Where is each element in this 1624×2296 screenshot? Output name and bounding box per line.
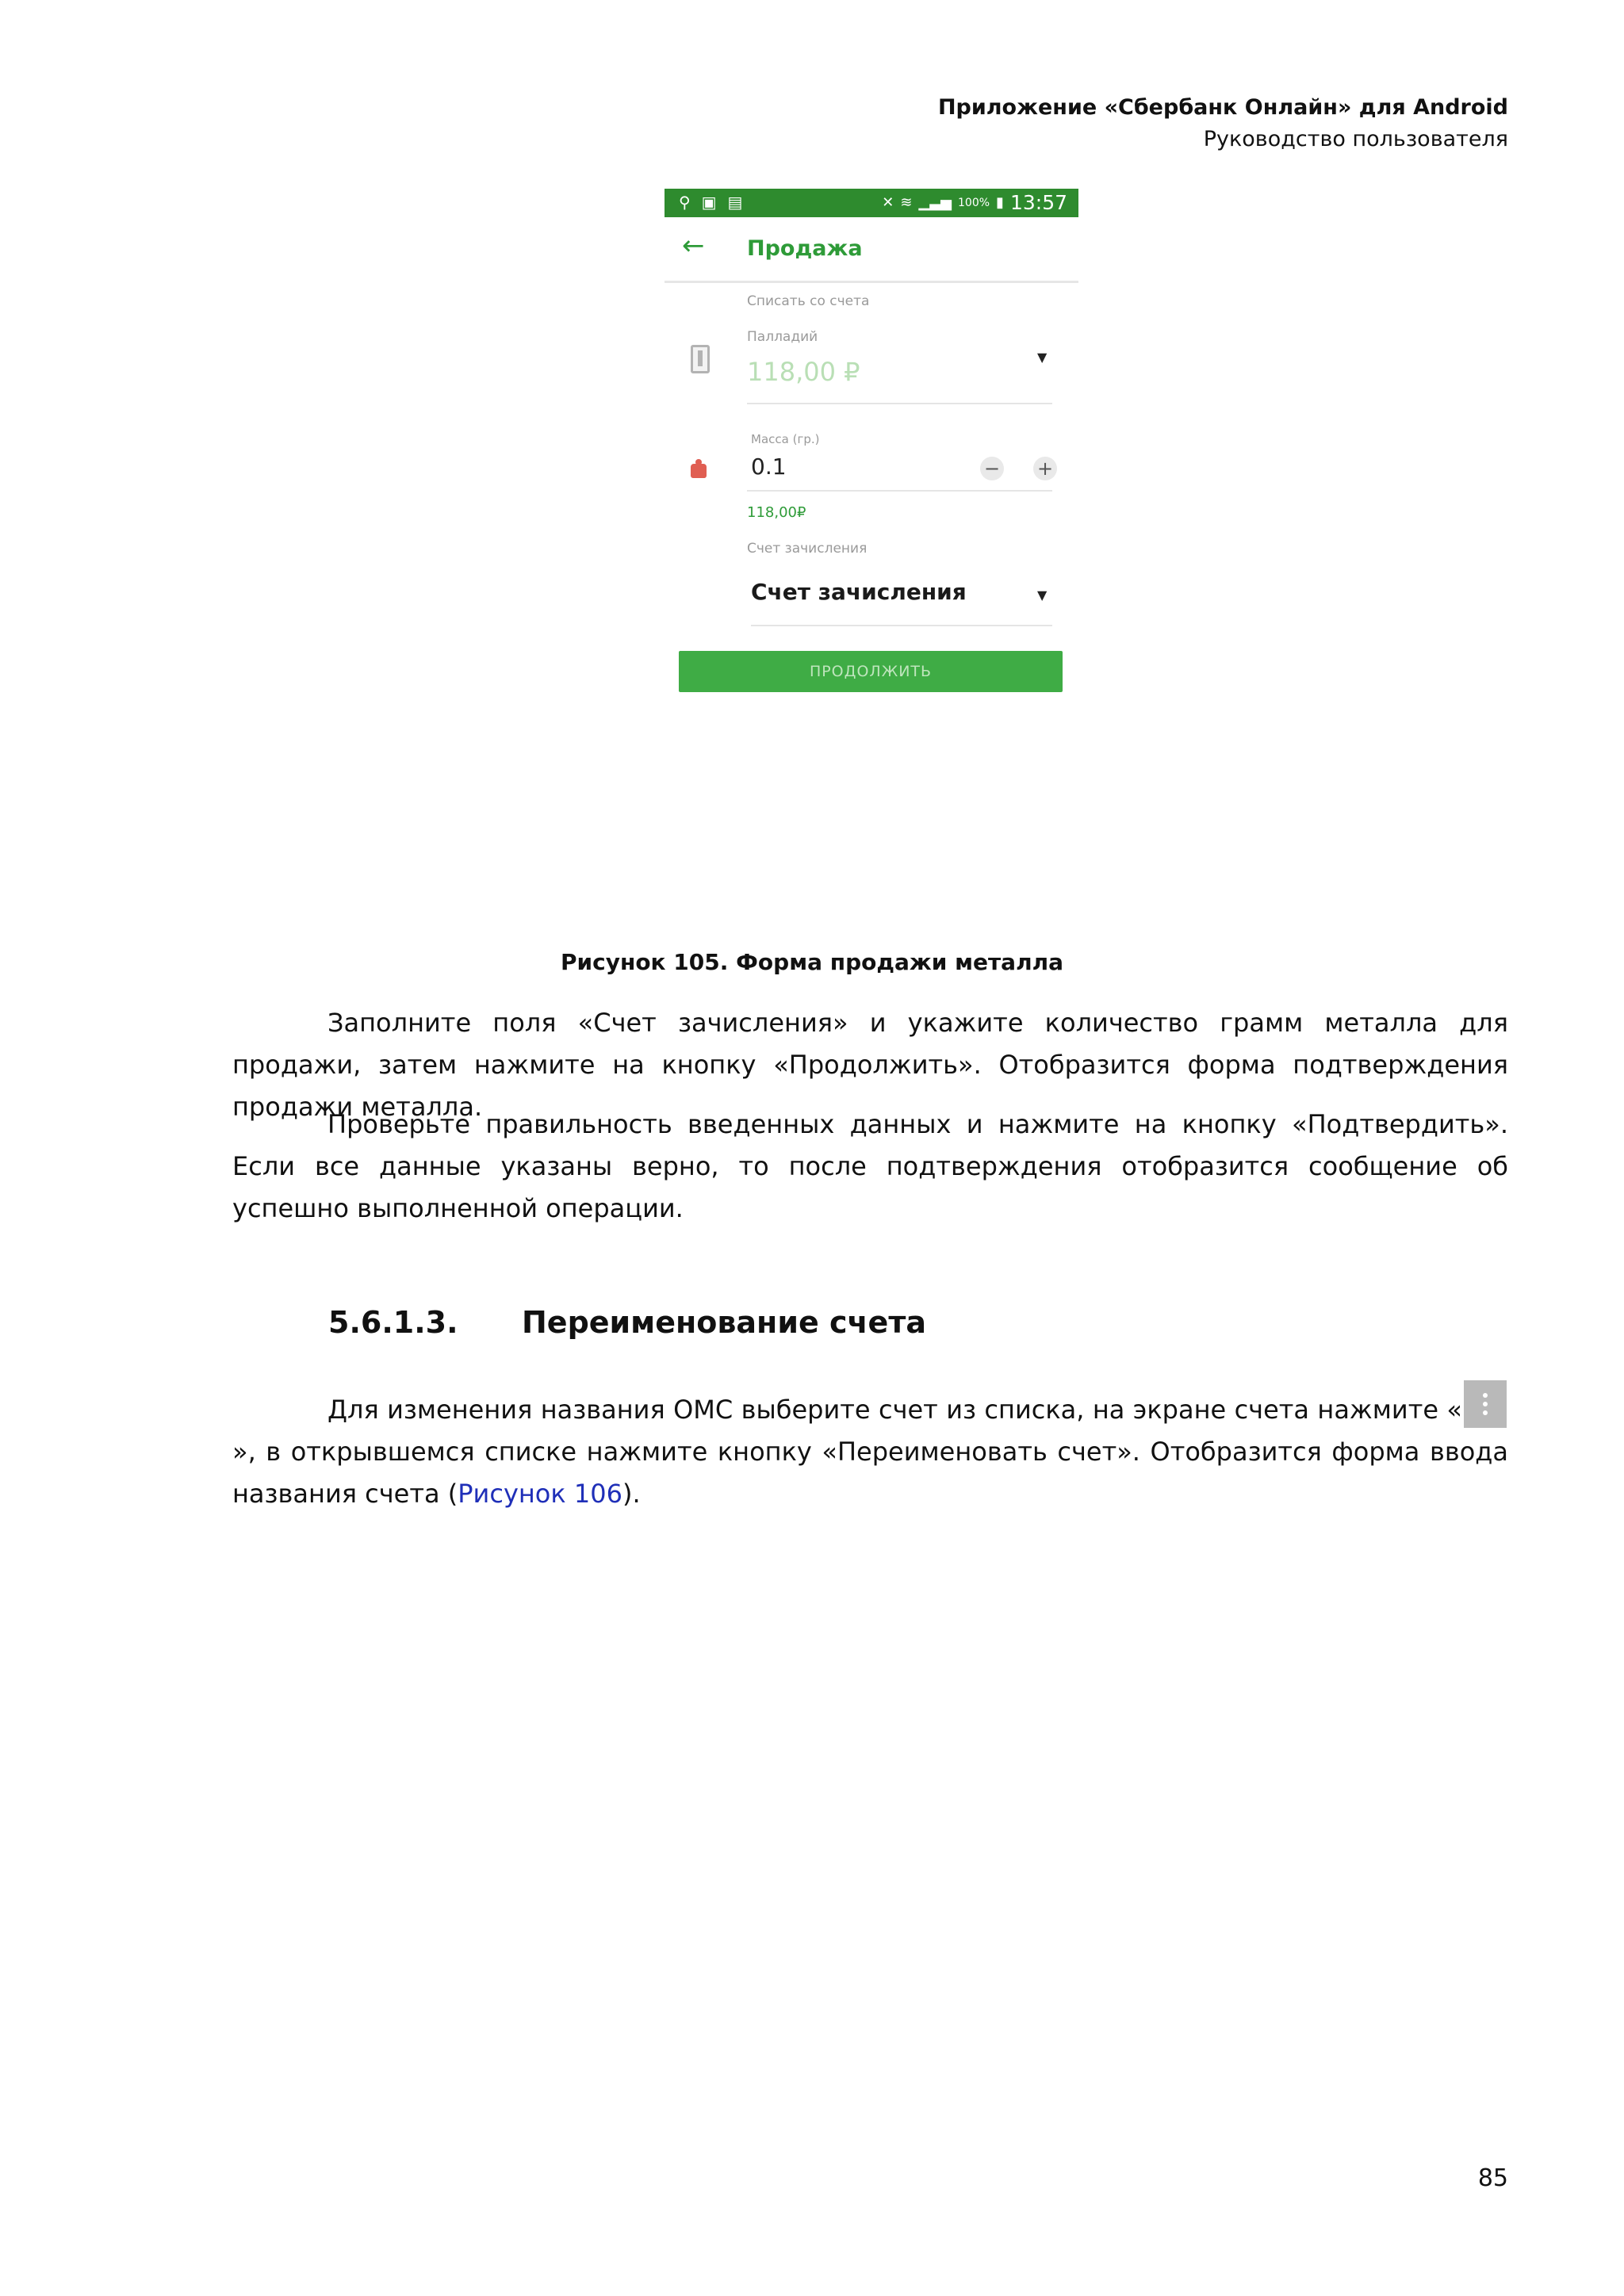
screen-title: Продажа: [747, 236, 863, 261]
paragraph: [232, 1104, 1508, 1230]
status-notification-icons: ⚲▣▤: [679, 193, 754, 212]
status-time: 13:57: [1009, 191, 1067, 214]
battery-percent: 100%: [958, 196, 990, 209]
continue-button[interactable]: ПРОДОЛЖИТЬ: [679, 651, 1063, 692]
chevron-down-icon[interactable]: ▼: [1037, 587, 1048, 603]
metal-account-amount[interactable]: 118,00 ₽: [747, 357, 860, 387]
credit-account-select[interactable]: Счет зачисления: [751, 579, 967, 605]
divider: [747, 403, 1052, 404]
figure-link[interactable]: Рисунок 106: [458, 1479, 622, 1509]
phone-status-bar: [665, 189, 1078, 217]
back-arrow-icon[interactable]: ←: [682, 230, 705, 262]
debit-account-label: Списать со счета: [747, 293, 870, 309]
chevron-down-icon[interactable]: ▼: [1037, 350, 1048, 365]
divider: [747, 490, 1052, 492]
figure-phone-screenshot: [665, 189, 1078, 704]
document-header-title: Приложение «Сбербанк Онлайн» для Android: [937, 95, 1508, 120]
paragraph-text: Проверьте правильность введенных данных и нажмите на кнопку «Подтвердить». Если все данные указаны верно, то после подтверждения отобразится сообщение об успешно выполненной операции.: [232, 1109, 1508, 1223]
battery-icon: ▮: [996, 194, 1004, 211]
paragraph-text: ).: [622, 1479, 641, 1509]
paragraph: [232, 1380, 1508, 1515]
credit-account-label: Счет зачисления: [747, 541, 868, 557]
mass-price: 118,00₽: [747, 504, 806, 521]
figure-caption: Рисунок 105. Форма продажи металла: [560, 949, 1063, 975]
section-title: Переименование счета: [522, 1305, 926, 1340]
signal-icon: ▁▃▅: [918, 194, 952, 211]
metal-account-label: Палладий: [747, 329, 818, 345]
weight-icon: [691, 459, 707, 478]
paragraph-text: Заполните поля «Счет зачисления» и укажите количество грамм металла для продажи, затем нажмите на кнопку «Продолжить». Отобразится форма подтверждения продажи металла.: [232, 1008, 1508, 1122]
section-number: 5.6.1.3.: [328, 1305, 458, 1340]
page-number: 85: [1477, 2164, 1508, 2192]
decrement-button[interactable]: −: [980, 457, 1004, 480]
more-vert-icon: [1464, 1380, 1507, 1428]
card-icon: [691, 345, 710, 373]
app-bar: [665, 217, 1078, 283]
document-header-subtitle: Руководство пользователя: [1203, 127, 1508, 151]
wifi-icon: ≋: [900, 194, 913, 211]
mass-label: Масса (гр.): [751, 432, 820, 446]
paragraph-text: Для изменения названия ОМС выберите счет из списка, на экране счета нажмите «: [327, 1395, 1462, 1425]
mute-icon: ✕: [882, 194, 894, 211]
mass-input[interactable]: 0.1: [751, 453, 787, 480]
divider: [751, 625, 1052, 626]
paragraph-text: », в открывшемся списке нажмите кнопку «Переименовать счет». Отобразится форма ввода названия счета (: [232, 1437, 1508, 1509]
increment-button[interactable]: +: [1033, 457, 1057, 480]
